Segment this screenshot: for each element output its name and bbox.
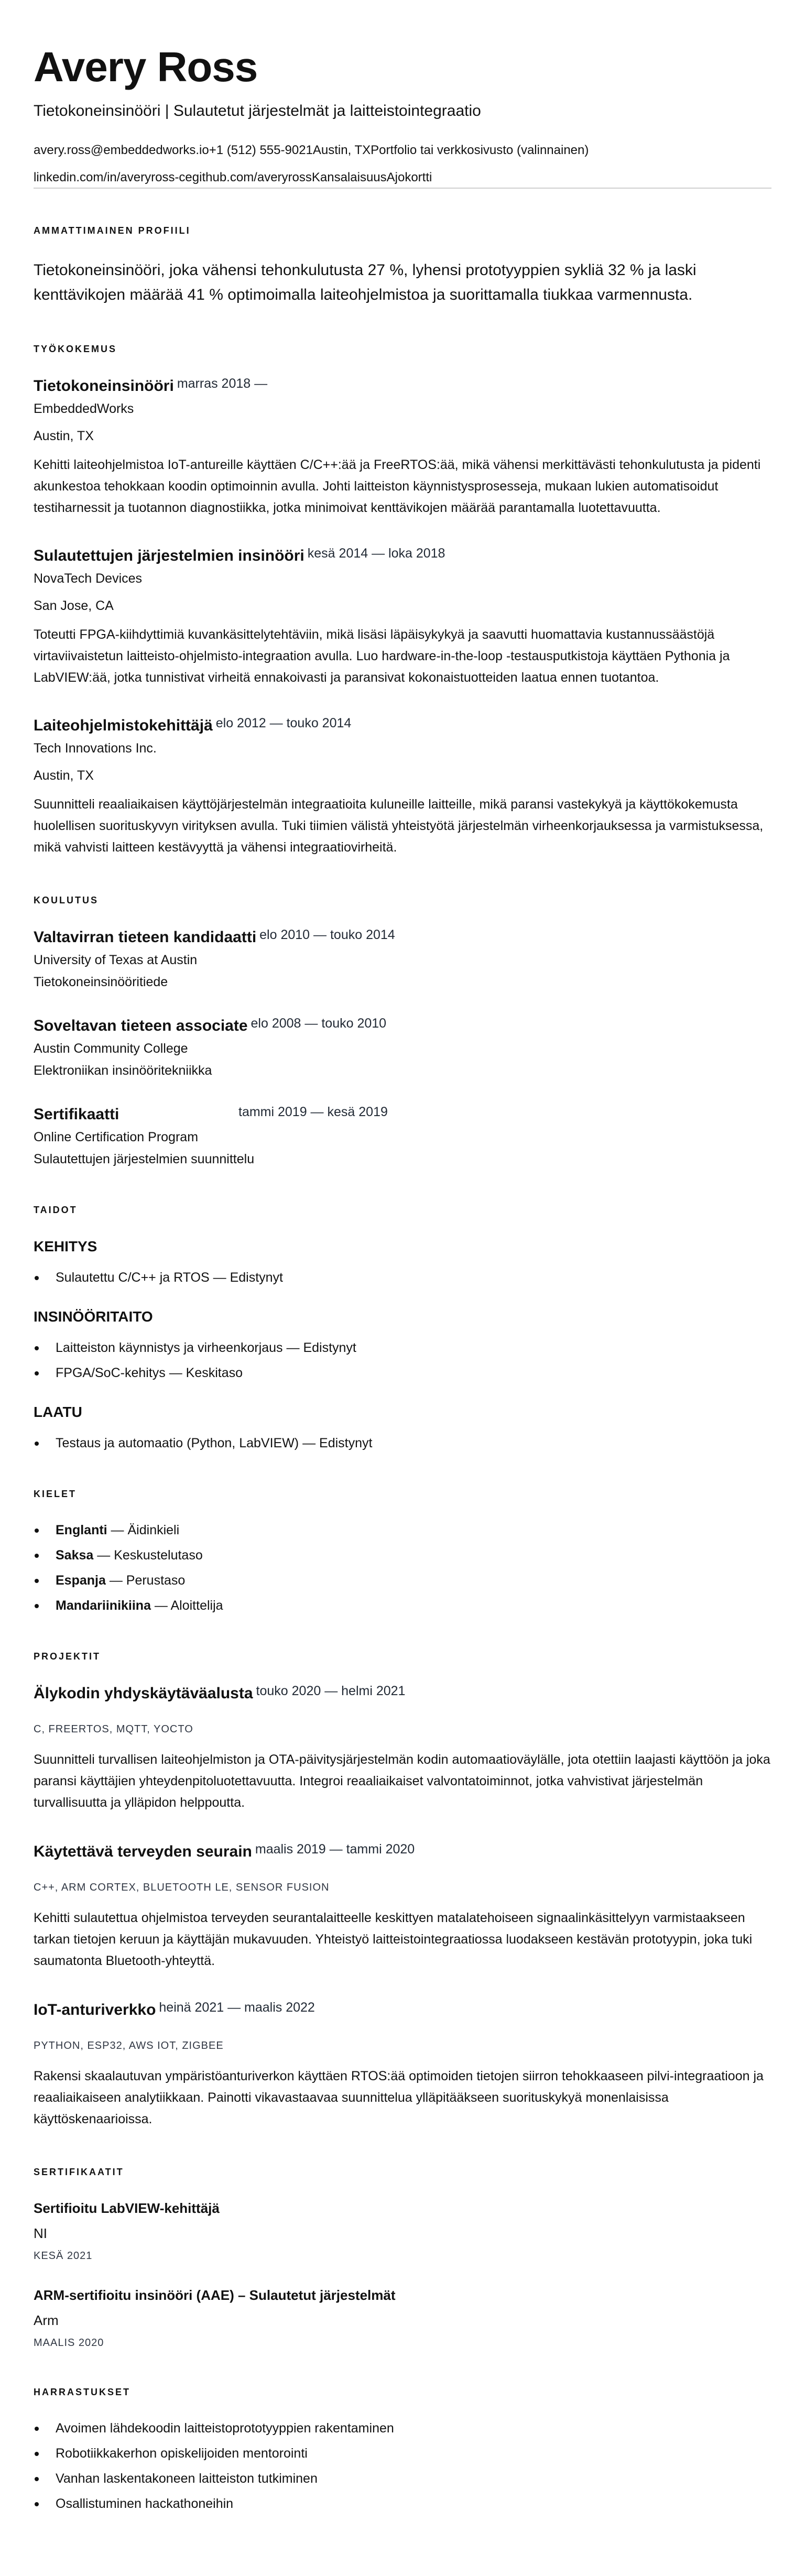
skill-group	[34, 1237, 771, 1286]
project-tech-stack: C, FREERTOS, MQTT, YOCTO	[34, 1723, 193, 1735]
email-link[interactable]: avery.ross@embeddedworks.io	[34, 143, 209, 157]
interests-section	[34, 2386, 771, 2513]
education-entry	[34, 1105, 771, 1168]
location: Austin, TX	[312, 143, 371, 157]
company-name: NovaTech Devices	[34, 571, 143, 586]
language-level: — Äidinkieli	[107, 1523, 180, 1537]
job-dates: kesä 2014 — loka 2018	[307, 546, 445, 561]
section-title: TYÖKOKEMUS	[34, 344, 117, 354]
skill-item: Sulautettu C/C++ ja RTOS — Edistynyt	[34, 1269, 771, 1286]
job-description: Suunnitteli reaaliaikaisen käyttöjärjestelmän integraatioita kuluneille laitteille, mikä paransi vastekykyä ja käyttökokemusta huolellisen suorituskyvyn virityksen avulla. Tuki tiimien välistä yhteistyötä järjestelmän virheenkorjauksessa ja varmistuksessa, mikä vahvisti laitteen kestävyyttä ja vähensi integraatiovirheitä.	[34, 797, 764, 855]
language-level: — Keskustelutaso	[93, 1548, 203, 1563]
portfolio-link[interactable]: Portfolio tai verkkosivusto (valinnainen)	[371, 143, 589, 157]
section-title: KIELET	[34, 1489, 77, 1499]
contact-row-primary	[34, 141, 771, 159]
project-entry	[34, 1684, 771, 1814]
job-location: Austin, TX	[34, 768, 94, 783]
job-dates: elo 2012 — touko 2014	[215, 716, 352, 730]
field-of-study: Sulautettujen järjestelmien suunnittelu	[34, 1152, 255, 1166]
experience-entry	[34, 376, 771, 519]
candidate-name: Avery Ross	[34, 43, 258, 90]
education-entry	[34, 1016, 771, 1079]
profile-summary: Tietokoneinsinööri, joka vähensi tehonkulutusta 27 %, lyhensi prototyyppien sykliä 32 % ja laski kenttävikojen määrää 41 % optimoimalla laiteohjelmistoa ja suorittamalla tiukkaa varmennusta.	[34, 261, 697, 303]
project-entry	[34, 1842, 771, 1972]
profile-section	[34, 224, 771, 307]
project-name: Käytettävä terveyden seurain	[34, 1843, 252, 1860]
company-name: Tech Innovations Inc.	[34, 741, 157, 756]
project-name: Älykodin yhdyskäytäväalusta	[34, 1685, 253, 1702]
experience-entry	[34, 546, 771, 689]
project-entry	[34, 2000, 771, 2130]
education-dates: elo 2010 — touko 2014	[259, 927, 395, 942]
skill-group	[34, 1403, 771, 1452]
job-description: Kehitti laiteohjelmistoa IoT-antureille käyttäen C/C++:ää ja FreeRTOS:ää, mikä vähensi merkittävästi tehonkulutusta ja pidenti akunkestoa tehokkaan koodin optimoinnin avulla. Johti laitteiston käynnistysprosesseja, mukaan lukien automatisoidut testiharnessit ja tuotannon diagnostiikka, jotka minimoivat kenttävikojen määrää parantamalla luotettavuutta.	[34, 457, 761, 515]
project-description: Suunnitteli turvallisen laiteohjelmiston ja OTA-päivitysjärjestelmän kodin automaatioväylälle, jota otettiin laajasti käyttöön ja joka paransi käyttäjien yhteydenpitoluotettavuutta. Integroi reaaliaikaiset valvontatoiminnot, jotka vahvistivat järjestelmän turvallisuutta ja ylläpidon helppoutta.	[34, 1752, 770, 1810]
education-dates: elo 2008 — touko 2010	[251, 1016, 387, 1031]
section-title: PROJEKTIT	[34, 1651, 101, 1662]
job-title: Sulautettujen järjestelmien insinööri	[34, 547, 304, 564]
section-title: TAIDOT	[34, 1205, 78, 1215]
language-item	[34, 1571, 771, 1589]
job-location: Austin, TX	[34, 429, 94, 443]
school-name: University of Texas at Austin	[34, 953, 198, 967]
certification-date: KESÄ 2021	[34, 2250, 93, 2262]
project-dates: maalis 2019 — tammi 2020	[255, 1842, 415, 1857]
candidate-headline: Tietokoneinsinööri | Sulautetut järjestelmät ja laitteistointegraatio	[34, 102, 481, 119]
language-name: Saksa	[56, 1548, 94, 1563]
company-name: EmbeddedWorks	[34, 401, 134, 416]
degree-title: Valtavirran tieteen kandidaatti	[34, 929, 257, 946]
certification-entry	[34, 2199, 771, 2263]
experience-section	[34, 343, 771, 858]
contact-row-secondary	[34, 169, 771, 187]
project-tech-stack: PYTHON, ESP32, AWS IOT, ZIGBEE	[34, 2040, 224, 2051]
section-title: KOULUTUS	[34, 895, 99, 905]
skill-group-title: KEHITYS	[34, 1238, 97, 1254]
education-section	[34, 894, 771, 1168]
linkedin-link[interactable]: linkedin.com/in/averyross-ce	[34, 170, 192, 184]
job-description: Toteutti FPGA-kiihdyttimiä kuvankäsittelytehtäviin, mikä lisäsi läpäisykykyä ja saavutti huomattavia kustannussäästöjä virtaviivaistetun laitteisto-ohjelmisto-integraation avulla. Luo hardware-in-the-loop -testausputkistoja käyttäen Pythonia ja LabVIEW:ää, jotka tunnistivat virheitä ennakoivasti ja paransivat kokonaistuotteiden laatua ennen tuotantoa.	[34, 627, 730, 685]
certification-issuer: NI	[34, 2225, 47, 2241]
citizenship: Kansalaisuus	[311, 170, 387, 184]
certification-issuer: Arm	[34, 2312, 59, 2328]
language-name: Mandariinikiina	[56, 1598, 151, 1613]
drivers-license: Ajokortti	[386, 170, 432, 184]
section-title: SERTIFIKAATIT	[34, 2167, 124, 2177]
degree-title: Sertifikaatti	[34, 1106, 119, 1123]
project-dates: touko 2020 — helmi 2021	[256, 1684, 406, 1698]
field-of-study: Tietokoneinsinööritiede	[34, 975, 168, 989]
project-description: Rakensi skaalautuvan ympäristöanturiverkon käyttäen RTOS:ää optimoiden tietojen siirron tehokkaaseen pilvi-integraatioon ja reaaliaikaiseen analytiikkaan. Painotti vikavastaavaa suunnittelua ylläpitääkseen suorituskykyä monenlaisissa käyttöskenaarioissa.	[34, 2069, 764, 2126]
certification-entry	[34, 2286, 771, 2350]
experience-entry	[34, 716, 771, 858]
skills-section	[34, 1204, 771, 1452]
language-level: — Perustaso	[105, 1573, 186, 1588]
skill-group-title: INSINÖÖRITAITO	[34, 1308, 153, 1325]
section-title: HARRASTUKSET	[34, 2387, 131, 2397]
language-item	[34, 1521, 771, 1539]
skill-item: FPGA/SoC-kehitys — Keskitaso	[34, 1364, 771, 1382]
skill-group-title: LAATU	[34, 1404, 82, 1420]
github-link[interactable]: github.com/averyross	[192, 170, 312, 184]
language-name: Espanja	[56, 1573, 106, 1588]
language-level: — Aloittelija	[150, 1598, 223, 1613]
project-dates: heinä 2021 — maalis 2022	[159, 2000, 315, 2015]
education-dates: tammi 2019 — kesä 2019	[238, 1105, 388, 1119]
projects-section	[34, 1650, 771, 2130]
job-title: Laiteohjelmistokehittäjä	[34, 717, 213, 734]
school-name: Online Certification Program	[34, 1130, 199, 1144]
certifications-section	[34, 2166, 771, 2350]
certification-name: ARM-sertifioitu insinööri (AAE) – Sulautetut järjestelmät	[34, 2287, 396, 2303]
certification-name: Sertifioitu LabVIEW-kehittäjä	[34, 2200, 220, 2216]
certification-date: MAALIS 2020	[34, 2337, 104, 2349]
language-item	[34, 1597, 771, 1614]
language-name: Englanti	[56, 1523, 107, 1537]
header-divider	[34, 188, 771, 189]
language-item	[34, 1546, 771, 1564]
resume-header	[34, 43, 771, 189]
interest-item: Vanhan laskentakoneen laitteiston tutkiminen	[34, 2470, 771, 2487]
field-of-study: Elektroniikan insinööritekniikka	[34, 1063, 212, 1078]
project-description: Kehitti sulautettua ohjelmistoa terveyden seurantalaitteelle keskittyen matalatehoiseen signaalinkäsittelyyn varmistaakseen tarkan tietojen keruun ja käyttäjän mukavuuden. Yhteistyö laitteistointegraatiossa luodakseen kestävän prototyypin, joka tuki saumatonta Bluetooth-yhteyttä.	[34, 1911, 753, 1968]
section-title: AMMATTIMAINEN PROFIILI	[34, 225, 191, 236]
skill-item: Laitteiston käynnistys ja virheenkorjaus — Edistynyt	[34, 1339, 771, 1357]
interest-item: Robotiikkakerhon opiskelijoiden mentorointi	[34, 2444, 771, 2462]
job-location: San Jose, CA	[34, 598, 114, 613]
skill-group	[34, 1307, 771, 1382]
project-name: IoT-anturiverkko	[34, 2001, 156, 2018]
job-title: Tietokoneinsinööri	[34, 377, 174, 395]
interest-item: Avoimen lähdekoodin laitteistoprototyyppien rakentaminen	[34, 2419, 771, 2437]
degree-title: Soveltavan tieteen associate	[34, 1017, 248, 1034]
languages-section	[34, 1488, 771, 1614]
interest-item: Osallistuminen hackathoneihin	[34, 2495, 771, 2513]
skill-item: Testaus ja automaatio (Python, LabVIEW) — Edistynyt	[34, 1434, 771, 1452]
phone-number[interactable]: +1 (512) 555-9021	[209, 143, 313, 157]
school-name: Austin Community College	[34, 1041, 188, 1056]
project-tech-stack: C++, ARM CORTEX, BLUETOOTH LE, SENSOR FUSION	[34, 1882, 330, 1893]
education-entry	[34, 927, 771, 991]
job-dates: marras 2018 —	[177, 376, 268, 391]
